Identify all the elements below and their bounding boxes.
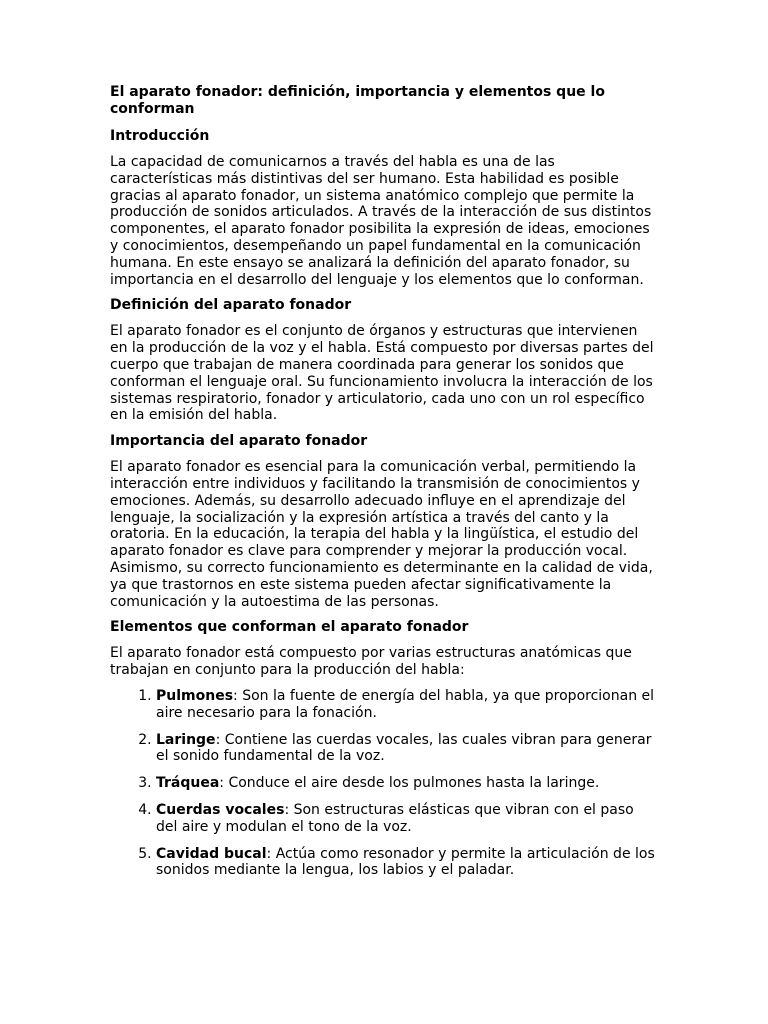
heading-elementos: Elementos que conforman el aparato fonador [110,619,469,636]
list-item-description: : Conduce el aire desde los pulmones hasta la laringe. [219,775,600,792]
paragraph-importancia: El aparato fonador es esencial para la comunicación verbal, permitiendo la interacción entre individuos y facilitando la transmisión de conocimientos y emociones. Además, su desarrollo adecuado influye en el aprendizaje del lenguaje, la socialización y la expresión artística a través del canto y la oratoria. En la educación, la terapia del habla y la lingüística, el estudio del aparato fonador es clave para comprender y mejorar la producción vocal. Asimismo, su correcto funcionamiento es determinante en la calidad de vida, ya que trastornos en este sistema pueden afectar significativamente la comunicación y la autoestima de las personas. [110,459,653,610]
paragraph-definicion: El aparato fonador es el conjunto de órganos y estructuras que intervienen en la producción de la voz y el habla. Está compuesto por diversas partes del cuerpo que trabajan de manera coordinada para generar los sonidos que conforman el lenguaje oral. Su funcionamiento involucra la interacción de los sistemas respiratorio, fonador y articulatorio, cada uno con un rol específico en la emisión del habla. [110,323,654,424]
list-item-description: : Son la fuente de energía del habla, ya que proporcionan el aire necesario para la fonación. [156,687,655,721]
list-item [156,688,658,722]
list-item-term: Cavidad bucal [156,845,267,862]
list-item [156,732,658,766]
paragraph-introduccion: La capacidad de comunicarnos a través del habla es una de las características más distintivas del ser humano. Esta habilidad es posible gracias al aparato fonador, un sistema anatómico complejo que permite la producción de sonidos articulados. A través de la interacción de sus distintos componentes, el aparato fonador posibilita la expresión de ideas, emociones y conocimientos, desempeñando un papel fundamental en la comunicación humana. En este ensayo se analizará la definición del aparato fonador, su importancia en el desarrollo del lenguaje y los elementos que lo conforman. [110,154,652,288]
list-item-description: : Contiene las cuerdas vocales, las cuales vibran para generar el sonido fundamental de la voz. [156,731,652,765]
list-item-term: Cuerdas vocales [156,801,285,818]
list-item-term: Tráquea [156,775,220,792]
list-item [156,846,658,880]
paragraph-elementos: El aparato fonador está compuesto por varias estructuras anatómicas que trabajan en conjunto para la producción del habla: [110,645,632,679]
elements-list [110,688,658,879]
list-item [156,775,658,792]
document-title: El aparato fonador: definición, importancia y elementos que lo conforman [110,84,605,117]
heading-introduccion: Introducción [110,128,210,144]
list-item-term: Laringe [156,731,216,748]
list-item-term: Pulmones [156,687,234,704]
heading-definicion: Definición del aparato fonador [110,297,352,314]
list-item-description: : Son estructuras elásticas que vibran con el paso del aire y modulan el tono de la voz. [156,801,634,835]
heading-importancia: Importancia del aparato fonador [110,433,368,450]
list-item-description: : Actúa como resonador y permite la articulación de los sonidos mediante la lengua, los labios y el paladar. [156,845,655,879]
list-item [156,802,658,836]
